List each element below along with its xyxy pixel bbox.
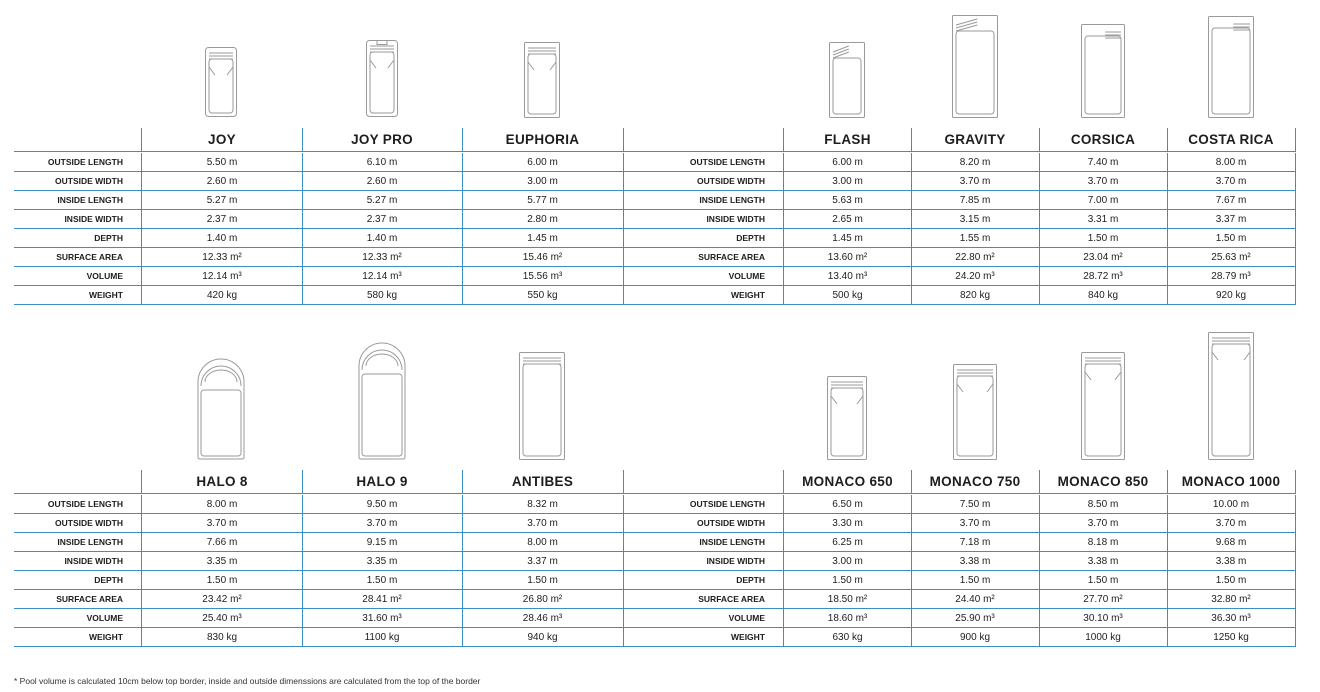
spec-value: 32.80 m² [1167,590,1296,609]
antibes-pool-diagram-icon [519,352,565,460]
spec-value: 6.50 m [783,495,912,514]
table-header-row [14,470,624,494]
pool-name-header: GRAVITY [911,128,1040,152]
spec-value: 8.00 m [462,533,624,552]
pool-name-header: JOY [141,128,303,152]
spec-value: 630 kg [783,628,912,647]
spec-value: 7.18 m [911,533,1040,552]
spec-value: 830 kg [141,628,303,647]
table-header-row [14,128,624,152]
spec-value: 2.80 m [462,210,624,229]
spec-value: 1.50 m [1167,229,1296,248]
spec-value: 25.63 m² [1167,248,1296,267]
spec-value: 420 kg [141,286,303,305]
spec-value: 580 kg [302,286,463,305]
row-label: OUTSIDE WIDTH [14,172,141,191]
spec-value: 3.70 m [141,514,303,533]
table-row [14,552,624,571]
spec-value: 24.40 m² [911,590,1040,609]
spec-value: 5.63 m [783,191,912,210]
spec-value: 36.30 m³ [1167,609,1296,628]
spec-value: 6.00 m [783,153,912,172]
spec-value: 5.77 m [462,191,624,210]
table-row [623,628,1296,647]
spec-value: 13.40 m³ [783,267,912,286]
spec-value: 1100 kg [302,628,463,647]
spec-value: 12.33 m² [141,248,303,267]
header-blank-cell [14,470,141,494]
pool-name-header: MONACO 850 [1039,470,1168,494]
row-label: INSIDE LENGTH [623,533,783,552]
row-label: INSIDE LENGTH [623,191,783,210]
halo-9-pool-diagram-icon [358,340,406,460]
spec-value: 25.40 m³ [141,609,303,628]
joy-pro-pool-diagram-icon [366,40,398,117]
spec-value: 18.50 m² [783,590,912,609]
table-header-row [623,128,1296,152]
costa-rica-pool-diagram-icon [1208,16,1254,118]
row-label: DEPTH [623,229,783,248]
monaco-650-pool-diagram-icon [827,376,867,460]
row-label: INSIDE LENGTH [14,533,141,552]
table-row [14,514,624,533]
table-row [14,248,624,267]
row-label: INSIDE WIDTH [14,552,141,571]
spec-value: 22.80 m² [911,248,1040,267]
pool-name-header: COSTA RICA [1167,128,1296,152]
row-label: SURFACE AREA [623,248,783,267]
spec-value: 28.46 m³ [462,609,624,628]
spec-value: 3.70 m [1167,514,1296,533]
spec-value: 8.32 m [462,495,624,514]
spec-value: 23.04 m² [1039,248,1168,267]
table-row [623,229,1296,248]
spec-value: 1.45 m [462,229,624,248]
spec-value: 1.50 m [911,571,1040,590]
row-label: OUTSIDE WIDTH [623,172,783,191]
pool-name-header: MONACO 750 [911,470,1040,494]
row-label: WEIGHT [623,286,783,305]
halo-8-pool-diagram-icon [197,356,245,460]
spec-value: 12.33 m² [302,248,463,267]
spec-value: 7.50 m [911,495,1040,514]
row-label: WEIGHT [14,286,141,305]
table-row [623,571,1296,590]
table-row [14,172,624,191]
spec-value: 3.00 m [462,172,624,191]
pool-name-header: FLASH [783,128,912,152]
spec-value: 15.46 m² [462,248,624,267]
table-row [14,609,624,628]
spec-value: 6.25 m [783,533,912,552]
spec-value: 23.42 m² [141,590,303,609]
pool-name-header: MONACO 1000 [1167,470,1296,494]
row-label: OUTSIDE LENGTH [623,153,783,172]
row-label: SURFACE AREA [14,590,141,609]
table-row [14,267,624,286]
spec-value: 6.10 m [302,153,463,172]
corsica-pool-diagram-icon [1081,24,1125,118]
table-row [14,191,624,210]
spec-value: 3.38 m [1039,552,1168,571]
table-row [14,628,624,647]
spec-value: 9.50 m [302,495,463,514]
spec-value: 1.50 m [783,571,912,590]
spec-value: 7.66 m [141,533,303,552]
spec-value: 3.00 m [783,172,912,191]
spec-value: 31.60 m³ [302,609,463,628]
monaco-850-pool-diagram-icon [1081,352,1125,460]
spec-value: 3.15 m [911,210,1040,229]
table-row [623,172,1296,191]
spec-value: 940 kg [462,628,624,647]
spec-value: 27.70 m² [1039,590,1168,609]
row-label: VOLUME [623,609,783,628]
row-label: OUTSIDE LENGTH [14,495,141,514]
spec-value: 840 kg [1039,286,1168,305]
table-row [623,495,1296,514]
spec-value: 920 kg [1167,286,1296,305]
spec-value: 7.67 m [1167,191,1296,210]
table-row [14,229,624,248]
pool-name-header: JOY PRO [302,128,463,152]
spec-value: 8.00 m [1167,153,1296,172]
spec-value: 7.40 m [1039,153,1168,172]
spec-value: 3.70 m [1167,172,1296,191]
row-label: WEIGHT [14,628,141,647]
spec-value: 6.00 m [462,153,624,172]
spec-value: 3.70 m [1039,172,1168,191]
spec-value: 3.70 m [911,514,1040,533]
spec-value: 15.56 m³ [462,267,624,286]
table-row [623,590,1296,609]
row-label: INSIDE WIDTH [623,552,783,571]
row-label: OUTSIDE LENGTH [623,495,783,514]
spec-value: 1.50 m [1167,571,1296,590]
table-row [14,153,624,172]
pool-name-header: CORSICA [1039,128,1168,152]
table-row [623,514,1296,533]
pool-name-header: ANTIBES [462,470,624,494]
table-row [623,153,1296,172]
table-row [623,210,1296,229]
spec-value: 3.35 m [302,552,463,571]
spec-value: 1.50 m [462,571,624,590]
spec-value: 3.37 m [462,552,624,571]
row-label: OUTSIDE LENGTH [14,153,141,172]
row-label: DEPTH [623,571,783,590]
spec-value: 2.60 m [302,172,463,191]
spec-value: 3.38 m [1167,552,1296,571]
spec-value: 1.40 m [302,229,463,248]
table-row [623,286,1296,305]
spec-value: 8.18 m [1039,533,1168,552]
table-row [14,590,624,609]
monaco-750-pool-diagram-icon [953,364,997,460]
table-row [623,248,1296,267]
spec-value: 26.80 m² [462,590,624,609]
spec-value: 3.70 m [302,514,463,533]
spec-value: 1000 kg [1039,628,1168,647]
spec-value: 28.41 m² [302,590,463,609]
spec-value: 3.38 m [911,552,1040,571]
row-label: VOLUME [14,267,141,286]
spec-value: 10.00 m [1167,495,1296,514]
spec-value: 2.37 m [141,210,303,229]
spec-value: 24.20 m³ [911,267,1040,286]
spec-value: 3.70 m [911,172,1040,191]
row-label: WEIGHT [623,628,783,647]
table-row [14,210,624,229]
spec-value: 2.37 m [302,210,463,229]
row-label: INSIDE WIDTH [14,210,141,229]
spec-value: 550 kg [462,286,624,305]
table-row [623,533,1296,552]
row-label: DEPTH [14,229,141,248]
row-label: DEPTH [14,571,141,590]
spec-value: 30.10 m³ [1039,609,1168,628]
spec-value: 1.50 m [302,571,463,590]
row-label: OUTSIDE WIDTH [623,514,783,533]
spec-value: 8.20 m [911,153,1040,172]
row-label: VOLUME [14,609,141,628]
spec-value: 1.45 m [783,229,912,248]
spec-value: 5.27 m [141,191,303,210]
spec-value: 18.60 m³ [783,609,912,628]
table-row [14,495,624,514]
spec-value: 900 kg [911,628,1040,647]
row-label: OUTSIDE WIDTH [14,514,141,533]
header-blank-cell [14,128,141,152]
spec-value: 12.14 m³ [302,267,463,286]
spec-value: 28.79 m³ [1167,267,1296,286]
spec-value: 2.60 m [141,172,303,191]
pool-name-header: HALO 9 [302,470,463,494]
pool-name-header: HALO 8 [141,470,303,494]
euphoria-pool-diagram-icon [524,42,560,118]
table-row [623,267,1296,286]
spec-value: 3.00 m [783,552,912,571]
spec-value: 1.40 m [141,229,303,248]
spec-value: 9.15 m [302,533,463,552]
pool-name-header: MONACO 650 [783,470,912,494]
spec-value: 1250 kg [1167,628,1296,647]
table-row [623,191,1296,210]
spec-value: 1.55 m [911,229,1040,248]
header-blank-cell [623,470,783,494]
spec-value: 28.72 m³ [1039,267,1168,286]
table-row [623,552,1296,571]
spec-value: 9.68 m [1167,533,1296,552]
table-header-row [623,470,1296,494]
footnote: * Pool volume is calculated 10cm below top border, inside and outside dimenssions are calculated from the top of the border [14,676,481,686]
spec-value: 12.14 m³ [141,267,303,286]
table-row [14,571,624,590]
spec-value: 7.00 m [1039,191,1168,210]
spec-value: 3.30 m [783,514,912,533]
spec-value: 3.70 m [1039,514,1168,533]
spec-value: 820 kg [911,286,1040,305]
pool-name-header: EUPHORIA [462,128,624,152]
spec-value: 5.27 m [302,191,463,210]
spec-value: 5.50 m [141,153,303,172]
row-label: INSIDE LENGTH [14,191,141,210]
flash-pool-diagram-icon [829,42,865,118]
spec-value: 13.60 m² [783,248,912,267]
spec-value: 1.50 m [141,571,303,590]
spec-value: 2.65 m [783,210,912,229]
spec-value: 25.90 m³ [911,609,1040,628]
table-row [14,533,624,552]
spec-value: 3.35 m [141,552,303,571]
spec-value: 3.31 m [1039,210,1168,229]
row-label: SURFACE AREA [14,248,141,267]
monaco-1000-pool-diagram-icon [1208,332,1254,460]
spec-value: 7.85 m [911,191,1040,210]
row-label: INSIDE WIDTH [623,210,783,229]
spec-value: 3.70 m [462,514,624,533]
spec-value: 8.50 m [1039,495,1168,514]
header-blank-cell [623,128,783,152]
spec-value: 3.37 m [1167,210,1296,229]
gravity-pool-diagram-icon [952,15,998,118]
spec-value: 8.00 m [141,495,303,514]
spec-value: 1.50 m [1039,229,1168,248]
spec-value: 500 kg [783,286,912,305]
table-row [14,286,624,305]
table-row [623,609,1296,628]
spec-value: 1.50 m [1039,571,1168,590]
row-label: SURFACE AREA [623,590,783,609]
joy-pool-diagram-icon [205,47,237,117]
row-label: VOLUME [623,267,783,286]
